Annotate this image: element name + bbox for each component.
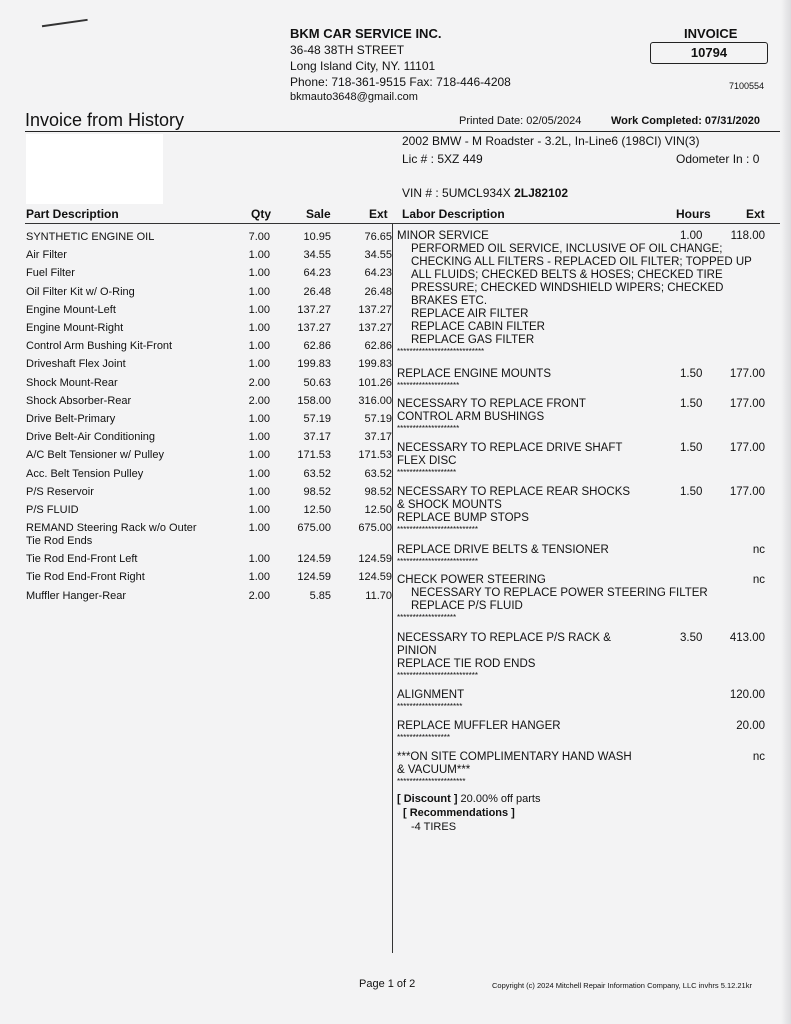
header-divider <box>25 131 780 132</box>
parts-row <box>0 246 392 264</box>
part-sale: 675.00 <box>297 522 331 535</box>
labor-line: CHECK POWER STEERING <box>397 574 546 586</box>
part-ext: 76.65 <box>364 231 392 243</box>
part-desc: Muffler Hanger-Rear <box>26 589 127 602</box>
company-city: Long Island City, NY. 11101 <box>290 59 436 73</box>
work-completed: Work Completed: 07/31/2020 <box>611 115 760 127</box>
parts-row <box>0 355 392 373</box>
parts-row <box>0 550 392 568</box>
part-sale: 62.86 <box>303 340 331 353</box>
part-qty: 1.00 <box>248 449 270 462</box>
labor-line: REPLACE GAS FILTER <box>411 334 535 346</box>
labor-separator: ******************** <box>397 424 460 433</box>
part-desc: Drive Belt-Air Conditioning <box>26 431 155 444</box>
part-qty: 7.00 <box>248 231 270 243</box>
part-desc: Tie Rod End-Front Right <box>26 571 145 584</box>
labor-ext: 177.00 <box>729 442 765 454</box>
invoice-ref: 7100554 <box>729 81 765 91</box>
recommendation-item: -4 TIRES <box>411 821 457 833</box>
part-qty: 1.00 <box>248 249 270 262</box>
vehicle-lic: Lic # : 5XZ 449 <box>402 152 483 166</box>
customer-info-redacted <box>26 134 163 204</box>
part-sale: 37.17 <box>303 431 331 444</box>
labor-item <box>397 398 777 433</box>
part-sale: 124.59 <box>297 571 331 584</box>
parts-row <box>0 283 392 301</box>
part-desc: A/C Belt Tensioner w/ Pulley <box>26 449 164 462</box>
part-ext: 101.26 <box>358 376 392 389</box>
labor-line: NECESSARY TO REPLACE DRIVE SHAFT <box>397 442 623 454</box>
labor-ext: nc <box>752 751 765 763</box>
part-qty: 1.00 <box>248 571 270 584</box>
part-sale: 98.52 <box>303 485 331 498</box>
part-ext: 26.48 <box>364 285 392 298</box>
company-email: bkmauto3648@gmail.com <box>290 91 418 103</box>
part-ext: 63.52 <box>364 467 392 480</box>
labor-line: REPLACE MUFFLER HANGER <box>397 720 561 732</box>
part-qty: 1.00 <box>248 322 270 334</box>
parts-header-desc: Part Description <box>26 207 119 221</box>
page-title: Invoice from History <box>25 110 185 130</box>
part-qty: 1.00 <box>248 413 270 425</box>
labor-separator: ******************* <box>397 613 457 622</box>
discount-line <box>397 793 540 805</box>
parts-row <box>0 483 392 501</box>
part-desc: Air Filter <box>26 249 67 262</box>
part-sale: 34.55 <box>303 249 331 262</box>
recommendations-tag: [ Recommendations ] <box>403 807 515 819</box>
vin-label: VIN # : 5UMCL934X <box>402 186 515 200</box>
part-ext: 316.00 <box>358 394 392 407</box>
part-sale: 64.23 <box>303 267 331 280</box>
part-ext: 62.86 <box>364 340 392 353</box>
part-desc: Control Arm Bushing Kit-Front <box>26 340 173 353</box>
company-name: BKM CAR SERVICE INC. <box>290 26 442 41</box>
labor-separator: ************************** <box>397 525 478 534</box>
part-ext: 98.52 <box>364 485 392 498</box>
labor-item <box>397 544 777 566</box>
labor-line: NECESSARY TO REPLACE FRONT <box>397 398 586 410</box>
labor-separator: ************************** <box>397 557 478 566</box>
parts-row <box>0 501 392 519</box>
labor-line: REPLACE DRIVE BELTS & TENSIONER <box>397 544 609 556</box>
invoice-number: 10794 <box>650 42 768 64</box>
labor-line: NECESSARY TO REPLACE P/S RACK & <box>397 632 611 644</box>
labor-item <box>397 689 777 711</box>
labor-line: BRAKES ETC. <box>411 295 488 307</box>
invoice-label: INVOICE <box>684 26 738 41</box>
parts-row <box>0 410 392 428</box>
company-phone: Phone: 718-361-9515 Fax: 718-446-4208 <box>290 75 511 89</box>
printed-date: Printed Date: 02/05/2024 <box>459 115 582 127</box>
part-sale: 171.53 <box>297 449 331 462</box>
part-ext: 57.19 <box>364 413 392 425</box>
labor-line: PRESSURE; CHECKED WINDSHIELD WIPERS; CHECKED <box>411 282 724 294</box>
parts-row <box>0 519 392 550</box>
part-sale: 10.95 <box>303 231 331 243</box>
labor-separator: ********************** <box>397 777 466 786</box>
parts-row <box>0 587 392 605</box>
labor-ext: 177.00 <box>729 398 765 410</box>
part-qty: 1.00 <box>248 431 270 444</box>
labor-line: REPLACE BUMP STOPS <box>397 512 529 524</box>
part-ext: 37.17 <box>364 431 392 444</box>
part-desc: Fuel Filter <box>26 267 75 280</box>
part-qty: 1.00 <box>248 522 270 535</box>
labor-header-desc: Labor Description <box>402 207 505 221</box>
part-sale: 50.63 <box>303 376 331 389</box>
part-ext: 137.27 <box>358 322 392 334</box>
part-desc: REMAND Steering Rack w/o Outer <box>26 522 197 535</box>
part-desc: P/S Reservoir <box>26 485 94 498</box>
labor-separator: ************************** <box>397 671 478 680</box>
part-sale: 137.27 <box>297 322 331 334</box>
labor-line: CHECKING ALL FILTERS - REPLACED OIL FILTER; TOPPED UP <box>411 256 752 268</box>
part-desc: Driveshaft Flex Joint <box>26 358 126 371</box>
part-desc: Oil Filter Kit w/ O-Ring <box>26 285 135 298</box>
labor-line: NECESSARY TO REPLACE REAR SHOCKS <box>397 486 631 498</box>
parts-row <box>0 319 392 337</box>
part-desc: Tie Rod End-Front Left <box>26 553 138 566</box>
labor-line: NECESSARY TO REPLACE POWER STEERING FILTER <box>411 587 708 599</box>
labor-line: REPLACE AIR FILTER <box>411 308 529 320</box>
company-street: 36-48 38TH STREET <box>290 43 405 57</box>
labor-ext: 20.00 <box>736 720 765 732</box>
labor-hours: 1.00 <box>680 230 703 242</box>
labor-line: ***ON SITE COMPLIMENTARY HAND WASH <box>397 751 632 763</box>
vehicle-odometer: Odometer In : 0 <box>676 152 760 166</box>
part-qty: 1.00 <box>248 285 270 298</box>
labor-line: REPLACE ENGINE MOUNTS <box>397 368 551 380</box>
labor-ext: 177.00 <box>729 368 765 380</box>
labor-separator: **************************** <box>397 347 485 356</box>
part-ext: 64.23 <box>364 267 392 280</box>
parts-row <box>0 392 392 410</box>
discount-tag: [ Discount ] <box>397 793 458 805</box>
labor-hours: 1.50 <box>680 486 703 498</box>
part-qty: 1.00 <box>248 485 270 498</box>
part-ext: 675.00 <box>358 522 392 535</box>
labor-item <box>397 486 777 534</box>
parts-row <box>0 428 392 446</box>
column-divider <box>392 223 393 953</box>
labor-separator: ***************** <box>397 733 450 742</box>
vehicle-vin <box>402 186 568 200</box>
pen-mark <box>42 19 88 30</box>
part-ext: 171.53 <box>358 449 392 462</box>
labor-ext: 413.00 <box>729 632 765 644</box>
labor-line: CONTROL ARM BUSHINGS <box>397 411 545 423</box>
part-sale: 124.59 <box>297 553 331 566</box>
labor-hours: 3.50 <box>680 632 703 644</box>
part-desc: Engine Mount-Right <box>26 322 124 334</box>
part-ext: 12.50 <box>364 504 392 516</box>
part-desc: Acc. Belt Tension Pulley <box>26 467 144 480</box>
part-qty: 1.00 <box>248 504 270 516</box>
labor-item <box>397 574 777 622</box>
labor-ext: 120.00 <box>729 689 765 701</box>
part-desc: SYNTHETIC ENGINE OIL <box>26 231 155 243</box>
part-desc: Drive Belt-Primary <box>26 413 116 425</box>
labor-line: ALIGNMENT <box>397 689 465 701</box>
labor-item <box>397 632 777 680</box>
parts-header-qty: Qty <box>251 207 272 221</box>
part-desc: Engine Mount-Left <box>26 303 116 316</box>
labor-line: MINOR SERVICE <box>397 230 489 242</box>
part-sale: 158.00 <box>297 394 331 407</box>
labor-ext: 177.00 <box>729 486 765 498</box>
part-desc: Shock Mount-Rear <box>26 376 118 389</box>
labor-item <box>397 442 777 477</box>
part-qty: 1.00 <box>248 267 270 280</box>
part-sale: 26.48 <box>303 285 331 298</box>
copyright: Copyright (c) 2024 Mitchell Repair Information Company, LLC invhrs 5.12.21kr <box>492 981 752 990</box>
parts-row <box>0 228 392 246</box>
part-desc: Shock Absorber-Rear <box>26 394 132 407</box>
part-sale: 63.52 <box>303 467 331 480</box>
part-sale: 57.19 <box>303 413 331 425</box>
part-qty: 1.00 <box>248 303 270 316</box>
labor-ext: 118.00 <box>730 230 765 242</box>
labor-item <box>397 368 777 390</box>
parts-header-sale: Sale <box>306 207 331 221</box>
part-sale: 137.27 <box>297 303 331 316</box>
labor-line: PINION <box>397 645 437 657</box>
labor-item <box>397 751 777 786</box>
labor-separator: ******************* <box>397 468 457 477</box>
parts-row <box>0 301 392 319</box>
part-qty: 1.00 <box>248 358 270 371</box>
part-qty: 2.00 <box>248 394 270 407</box>
page-number: Page 1 of 2 <box>359 978 416 990</box>
part-qty: 2.00 <box>248 589 270 602</box>
labor-ext: nc <box>752 544 765 556</box>
labor-header-ext: Ext <box>746 207 765 221</box>
parts-row <box>0 568 392 586</box>
labor-ext: nc <box>752 574 765 586</box>
parts-row <box>0 465 392 483</box>
vin-bold: 2LJ82102 <box>514 186 569 200</box>
labor-line: & VACUUM*** <box>397 764 471 776</box>
part-desc: P/S FLUID <box>26 504 79 516</box>
labor-line: ALL FLUIDS; CHECKED BELTS & HOSES; CHECKED TIRE <box>411 269 723 281</box>
labor-line: PERFORMED OIL SERVICE, INCLUSIVE OF OIL CHANGE; <box>411 243 723 255</box>
part-desc-cont: Tie Rod Ends <box>26 535 93 548</box>
parts-row <box>0 264 392 282</box>
labor-item <box>397 230 777 356</box>
part-ext: 11.70 <box>365 589 392 602</box>
discount-text: 20.00% off parts <box>457 793 541 805</box>
labor-line: REPLACE TIE ROD ENDS <box>397 658 536 670</box>
part-sale: 5.85 <box>309 589 331 602</box>
part-sale: 12.50 <box>303 504 331 516</box>
vehicle-desc: 2002 BMW - M Roadster - 3.2L, In-Line6 (198CI) VIN(3) <box>402 134 700 148</box>
part-ext: 124.59 <box>358 553 392 566</box>
part-sale: 199.83 <box>297 358 331 371</box>
part-qty: 1.00 <box>248 553 270 566</box>
part-ext: 137.27 <box>358 303 392 316</box>
labor-separator: ********************* <box>397 702 463 711</box>
table-header-divider <box>25 223 780 224</box>
part-ext: 34.55 <box>364 249 392 262</box>
labor-separator: ******************** <box>397 381 460 390</box>
part-qty: 1.00 <box>248 467 270 480</box>
parts-row <box>0 374 392 392</box>
part-ext: 124.59 <box>358 571 392 584</box>
labor-item <box>397 720 777 742</box>
parts-header-ext: Ext <box>369 207 388 221</box>
labor-header-hours: Hours <box>676 207 711 221</box>
part-qty: 1.00 <box>248 340 270 353</box>
page-edge-shadow <box>781 0 791 1024</box>
labor-line: REPLACE P/S FLUID <box>411 600 523 612</box>
part-ext: 199.83 <box>358 358 392 371</box>
labor-line: FLEX DISC <box>397 455 457 467</box>
parts-row <box>0 337 392 355</box>
parts-row <box>0 446 392 464</box>
labor-hours: 1.50 <box>680 368 703 380</box>
labor-line: REPLACE CABIN FILTER <box>411 321 545 333</box>
labor-hours: 1.50 <box>680 442 703 454</box>
part-qty: 2.00 <box>248 376 270 389</box>
labor-hours: 1.50 <box>680 398 703 410</box>
labor-line: & SHOCK MOUNTS <box>397 499 502 511</box>
